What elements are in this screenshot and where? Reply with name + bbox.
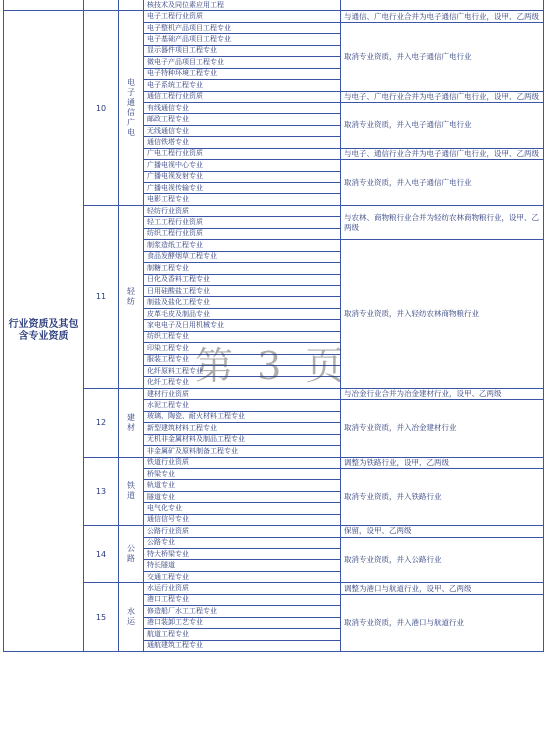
- qualification-item: 特长隧道: [144, 560, 341, 571]
- qualification-item: 印染工程专业: [144, 343, 341, 354]
- category-top-cell: [4, 0, 84, 11]
- qualification-item: 电影工程专业: [144, 194, 341, 205]
- table-row: [4, 388, 544, 399]
- qualification-item: 日用硅酸盐工程专业: [144, 285, 341, 296]
- qualification-item: 广电工程行业资质: [144, 148, 341, 159]
- qualification-item: 通信铁塔专业: [144, 137, 341, 148]
- merge-action: 与通信、广电行业合并为电子通信广电行业，设甲、乙两级: [341, 11, 544, 22]
- qualification-item: 港口装卸工艺专业: [144, 617, 341, 628]
- merge-action: 调整为铁路行业，设甲、乙两级: [341, 457, 544, 468]
- qualification-item: 皮革毛皮及制品专业: [144, 308, 341, 319]
- qualification-item: 家电电子及日用机械专业: [144, 320, 341, 331]
- qualification-item: 食品发酵烟草工程专业: [144, 251, 341, 262]
- group-name: 轻纺: [127, 286, 135, 306]
- group-name-cell: [119, 11, 144, 205]
- qualification-item: 特大桥梁专业: [144, 549, 341, 560]
- table-row: [4, 0, 544, 11]
- qualification-item: 有线通信专业: [144, 102, 341, 113]
- merge-action: 调整为港口与航道行业，设甲、乙两级: [341, 583, 544, 594]
- group-number: 14: [84, 526, 119, 583]
- qualification-item: 电气化专业: [144, 503, 341, 514]
- qualification-item: 通信工程行业资质: [144, 91, 341, 102]
- qualification-item: 电子基础产品项目工程专业: [144, 34, 341, 45]
- qualification-item: 非金属矿及原料制备工程专业: [144, 446, 341, 457]
- merge-action: 与农林、商物粮行业合并为轻纺农林商物粮行业，设甲、乙两级: [341, 205, 544, 239]
- qualification-item: 公路专业: [144, 537, 341, 548]
- qualification-item: 电子整机产品项目工程专业: [144, 22, 341, 33]
- qualification-item: 化纤工程专业: [144, 377, 341, 388]
- qualification-item: 日化及香料工程专业: [144, 274, 341, 285]
- qualification-item: 纺织工程行业资质: [144, 228, 341, 239]
- qualification-item: 广播电视中心专业: [144, 160, 341, 171]
- qualification-item: 化纤原料工程专业: [144, 366, 341, 377]
- qualification-item: 公路行业资质: [144, 526, 341, 537]
- qualification-item: 通信信号专业: [144, 514, 341, 525]
- qualification-item: 制盐及盐化工程专业: [144, 297, 341, 308]
- qualification-item: 制浆造纸工程专业: [144, 240, 341, 251]
- qualification-item: 水泥工程专业: [144, 400, 341, 411]
- group-number: 15: [84, 583, 119, 652]
- cancel-action: 取消专业资质，并入电子通信广电行业: [341, 102, 544, 148]
- table-row: [4, 11, 544, 22]
- merge-action: 与电子、通信行业合并为电子通信广电行业，设甲、乙两级: [341, 148, 544, 159]
- qualification-item: 电子工程行业资质: [144, 11, 341, 22]
- group-number: 12: [84, 388, 119, 457]
- group-name: 水运: [127, 607, 135, 627]
- qualification-table: [3, 0, 544, 652]
- qualification-item: 水运行业资质: [144, 583, 341, 594]
- qualification-item: 铁道行业资质: [144, 457, 341, 468]
- qualification-item: 建材行业资质: [144, 388, 341, 399]
- group-name: 电子通信广电: [127, 78, 135, 138]
- table-row: [4, 526, 544, 537]
- page-watermark: 第 3 页: [195, 344, 350, 388]
- qualification-item: 交通工程专业: [144, 571, 341, 582]
- qualification-item: 显示器件项目工程专业: [144, 45, 341, 56]
- qualification-item: 隧道专业: [144, 491, 341, 502]
- merge-action: 与冶金行业合并为冶金建材行业，设甲、乙两级: [341, 388, 544, 399]
- qualification-item: 纺织工程专业: [144, 331, 341, 342]
- table-row: [4, 457, 544, 468]
- merge-action: 保留，设甲、乙两级: [341, 526, 544, 537]
- group-name-cell: [119, 583, 144, 652]
- qualification-item: 电子特种环境工程专业: [144, 68, 341, 79]
- qualification-item: 无机非金属材料及制品工程专业: [144, 434, 341, 445]
- table-body: [4, 0, 544, 651]
- group-name-cell: [119, 457, 144, 526]
- name-top-cell: [119, 0, 144, 11]
- qualification-item: 桥梁专业: [144, 468, 341, 479]
- category-cell: 行业资质及其包含专业资质: [4, 11, 84, 652]
- qualification-item: 广播电视发射专业: [144, 171, 341, 182]
- table-row: [4, 205, 544, 216]
- qualification-item: 广播电视传输专业: [144, 183, 341, 194]
- qualification-item: 航道工程专业: [144, 629, 341, 640]
- qualification-item: 玻璃、陶瓷、耐火材料工程专业: [144, 411, 341, 422]
- num-top-cell: [84, 0, 119, 11]
- group-name-cell: [119, 205, 144, 388]
- qualification-item: 修造船厂水工工程专业: [144, 606, 341, 617]
- group-number: 13: [84, 457, 119, 526]
- qualification-item: 服装工程专业: [144, 354, 341, 365]
- qualification-item: 无线通信专业: [144, 125, 341, 136]
- cancel-action: 取消专业资质，并入电子通信广电行业: [341, 160, 544, 206]
- cancel-action: 取消专业资质，并入冶金建材行业: [341, 400, 544, 457]
- merge-action: 与电子、广电行业合并为电子通信广电行业，设甲、乙两级: [341, 91, 544, 102]
- qualification-item: 轻工工程行业资质: [144, 217, 341, 228]
- action-top-cell: [341, 0, 544, 11]
- group-number: 11: [84, 205, 119, 388]
- group-name-cell: [119, 526, 144, 583]
- qualification-item: 核技术及同位素应用工程: [144, 0, 341, 11]
- group-name: 铁道: [127, 481, 135, 501]
- table-row: [4, 583, 544, 594]
- qualification-item: 通航建筑工程专业: [144, 640, 341, 651]
- qualification-item: 微电子产品项目工程专业: [144, 57, 341, 68]
- qualification-item: 轻纺行业资质: [144, 205, 341, 216]
- group-name-cell: [119, 388, 144, 457]
- qualification-item: 制糖工程专业: [144, 263, 341, 274]
- cancel-action: 取消专业资质，并入公路行业: [341, 537, 544, 583]
- cancel-action: 取消专业资质，并入轻纺农林商物粮行业: [341, 240, 544, 389]
- qualification-item: 新型建筑材料工程专业: [144, 423, 341, 434]
- qualification-item: 港口工程专业: [144, 594, 341, 605]
- group-name: 公路: [127, 544, 135, 564]
- cancel-action: 取消专业资质，并入铁路行业: [341, 468, 544, 525]
- cancel-action: 取消专业资质，并入港口与航道行业: [341, 594, 544, 651]
- group-number: 10: [84, 11, 119, 205]
- qualification-item: 轨道专业: [144, 480, 341, 491]
- qualification-item: 电子系统工程专业: [144, 80, 341, 91]
- cancel-action: 取消专业资质，并入电子通信广电行业: [341, 22, 544, 91]
- qualification-item: 邮政工程专业: [144, 114, 341, 125]
- group-name: 建材: [127, 412, 135, 432]
